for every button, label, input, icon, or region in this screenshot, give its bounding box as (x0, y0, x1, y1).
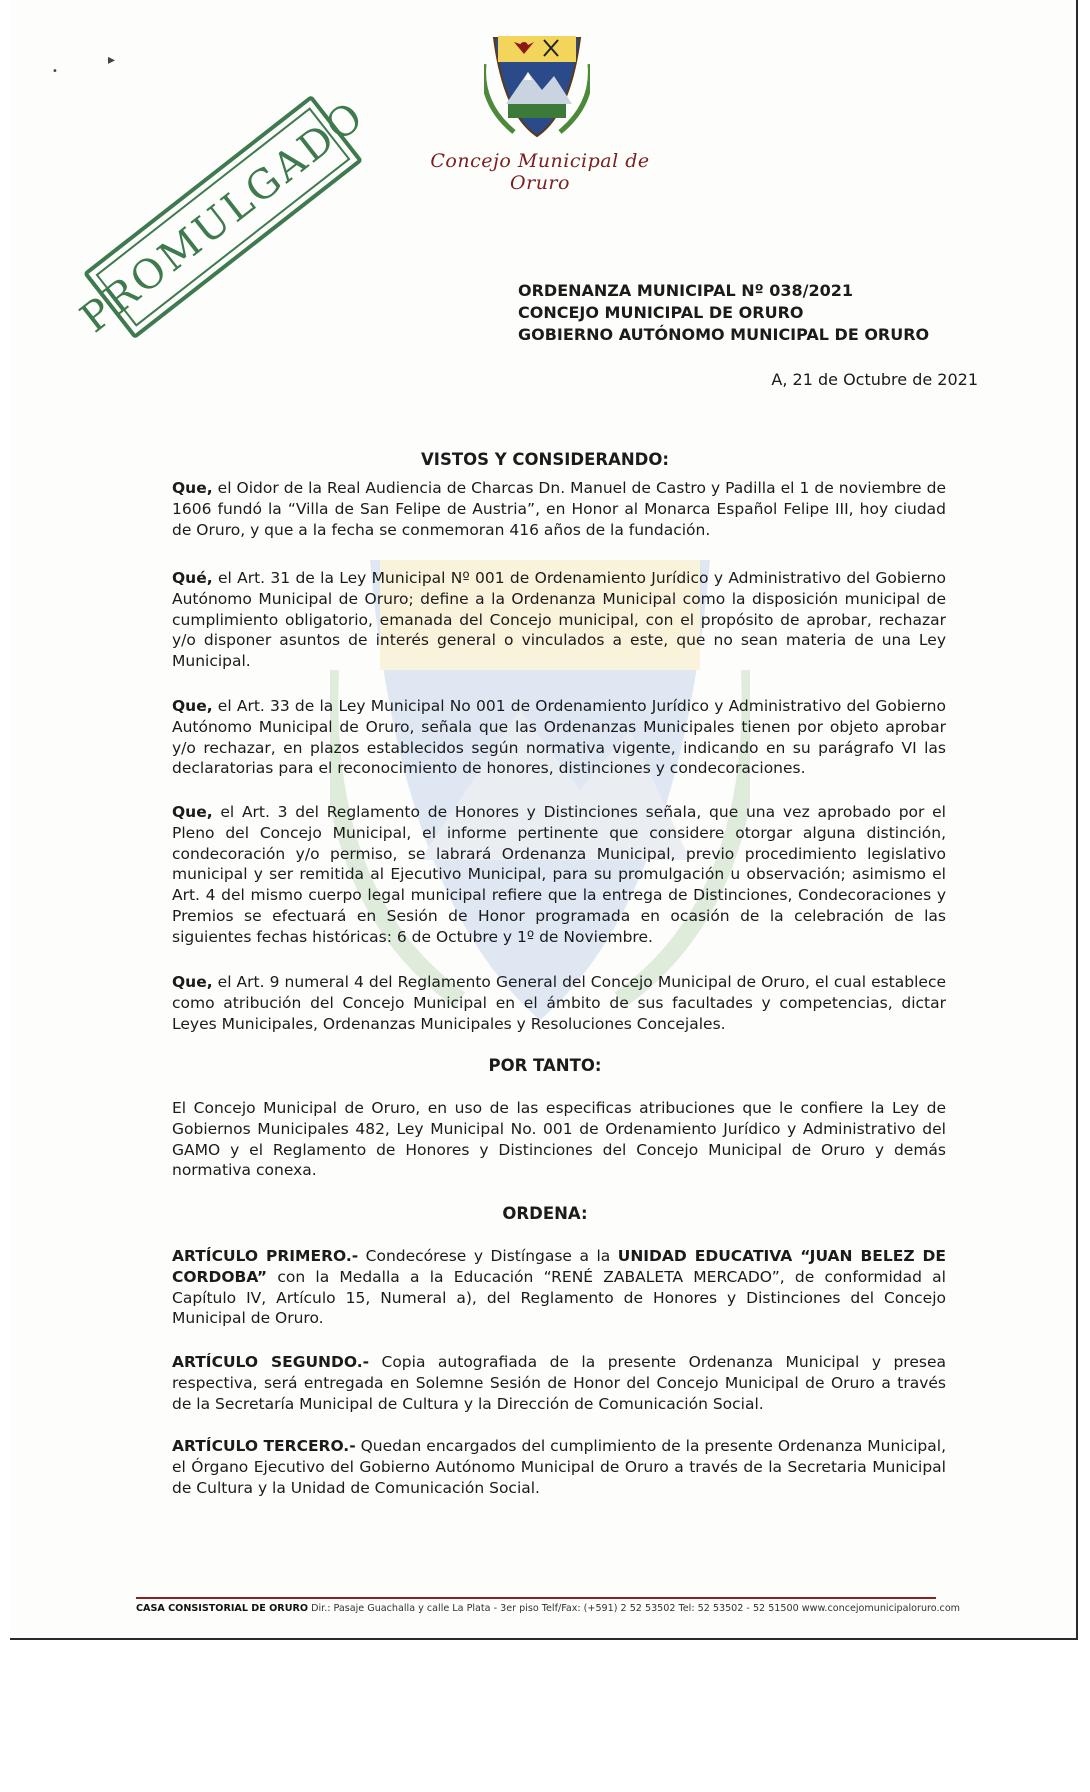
considerando-paragraph (172, 696, 946, 779)
footer-details: Dir.: Pasaje Guachalla y calle La Plata - 3er piso Telf/Fax: (+591) 2 52 53502 Tel: 52 53502 - 52 51500 www.concejomunicipaloruro.com (308, 1603, 961, 1614)
paragraph-lead: Que, (172, 973, 213, 991)
paragraph-lead: Qué, (172, 569, 213, 587)
scan-mark: ▸ (108, 52, 116, 68)
footer-address (136, 1603, 961, 1614)
section-heading-vistos: VISTOS Y CONSIDERANDO: (421, 450, 669, 469)
paragraph-text: el Art. 33 de la Ley Municipal No 001 de Ordenamiento Jurídico y Administrativo del Gobierno Autónomo Municipal de Oruro, señala que las Ordenanzas Municipales tienen por objeto aprobar y/o rechazar, en plazos establecidos según normativa vigente, indicando en su parágrafo VI las declaratorias para el reconocimiento de honores, distinciones y condecoraciones. (172, 697, 946, 778)
paragraph-text: el Art. 31 de la Ley Municipal Nº 001 de Ordenamiento Jurídico y Administrativo del Gobierno Autónomo Municipal de Oruro; define a la Ordenanza Municipal como la disposición municipal de cumplimiento obligatorio, emanada del Concejo municipal, con el propósito de aprobar, rechazar y/o disponer asuntos de interés general o vinculados a este, que no sean materia de una Ley Municipal. (172, 569, 946, 671)
article-primero (172, 1246, 946, 1329)
article-segundo (172, 1352, 946, 1414)
article-text: Quedan encargados del cumplimiento de la presente Ordenanza Municipal, el Órgano Ejecutivo del Gobierno Autónomo Municipal de Oruro a través de la Secretaria Municipal de Cultura y la Unidad de Comunicación Social. (172, 1437, 947, 1497)
paragraph-text: el Oidor de la Real Audiencia de Charcas Dn. Manuel de Castro y Padilla el 1 de noviembre de 1606 fundó la “Villa de San Felipe de Austria”, en Honor al Monarca Español Felipe III, hoy ciudad de Oruro, y que a la fecha se conmemoran 416 años de la fundación. (172, 479, 946, 539)
paragraph-lead: Que, (172, 697, 213, 715)
section-heading-ordena: ORDENA: (502, 1204, 588, 1223)
article-honoree: UNIDAD EDUCATIVA “JUAN BELEZ DE CORDOBA” (172, 1247, 946, 1286)
council-brand-signature: Concejo Municipal de Oruro (430, 150, 650, 194)
paragraph-text: el Art. 3 del Reglamento de Honores y Distinciones señala, que una vez aprobado por el Pleno del Concejo Municipal, el informe pertinente que considere otorgar alguna distinción, condecoración y/o permiso, se labrará Ordenanza Municipal, previo procedimiento legislativo municipal y ser remitida al Ejecutivo Municipal, para su promulgación u observación; asimismo el Art. 4 del mismo cuerpo legal municipal refiere que la entrega de Distinciones, Condecoraciones y Premios se efectuará en Sesión de Honor programada en ocasión de la celebración de las siguientes fechas históricas: 6 de Octubre y 1º de Noviembre. (172, 803, 946, 946)
article-lead: ARTÍCULO TERCERO.- (172, 1437, 356, 1455)
paragraph-lead: Que, (172, 479, 213, 497)
article-text: Copia autografiada de la presente Ordenanza Municipal y presea respectiva, será entregada en Solemne Sesión de Honor del Concejo Municipal de Oruro a través de la Secretaría Municipal de Cultura y la Dirección de Comunicación Social. (172, 1353, 946, 1413)
ordinance-number: ORDENANZA MUNICIPAL Nº 038/2021 (518, 281, 853, 300)
paragraph-lead: Que, (172, 803, 213, 821)
article-tercero (172, 1436, 946, 1498)
considerando-paragraph (172, 972, 946, 1034)
ordinance-header (518, 280, 929, 346)
stamp-label: PROMULGADO (72, 92, 374, 342)
article-lead: ARTÍCULO PRIMERO.- (172, 1247, 359, 1265)
paragraph-text: el Art. 9 numeral 4 del Reglamento General del Concejo Municipal de Oruro, el cual establece como atribución del Concejo Municipal en el ámbito de sus facultades y competencias, dictar Leyes Municipales, Ordenanzas Municipales y Resoluciones Concejales. (172, 973, 946, 1033)
document-date: A, 21 de Octubre de 2021 (771, 370, 978, 389)
section-heading-portanto: POR TANTO: (488, 1056, 602, 1075)
portanto-paragraph: El Concejo Municipal de Oruro, en uso de las especificas atribuciones que le confiere la Ley de Gobiernos Municipales 482, Ley Municipal No. 001 de Ordenamiento Jurídico y Administrativo del GAMO y el Reglamento de Honores y Distinciones del Concejo Municipal de Oruro y demás normativa conexa. (172, 1099, 946, 1180)
government-name: GOBIERNO AUTÓNOMO MUNICIPAL DE ORURO (518, 325, 930, 344)
article-text: Condecórese y Distíngase a la (358, 1247, 618, 1265)
article-text: con la Medalla a la Educación “RENÉ ZABALETA MERCADO”, de conformidad al Capítulo IV, Artículo 15, Numeral a), del Reglamento de Honores y Distinciones del Concejo Municipal de Oruro. (172, 1267, 946, 1328)
considerando-paragraph (172, 568, 946, 672)
considerando-paragraph (172, 802, 946, 948)
coat-of-arms-logo (484, 24, 590, 140)
footer-rule (136, 1597, 936, 1599)
council-name: CONCEJO MUNICIPAL DE ORURO (518, 303, 804, 322)
footer-lead: CASA CONSISTORIAL DE ORURO (136, 1603, 309, 1614)
scan-mark: • (52, 66, 58, 77)
considerando-paragraph (172, 478, 946, 540)
article-lead: ARTÍCULO SEGUNDO.- (172, 1353, 370, 1371)
